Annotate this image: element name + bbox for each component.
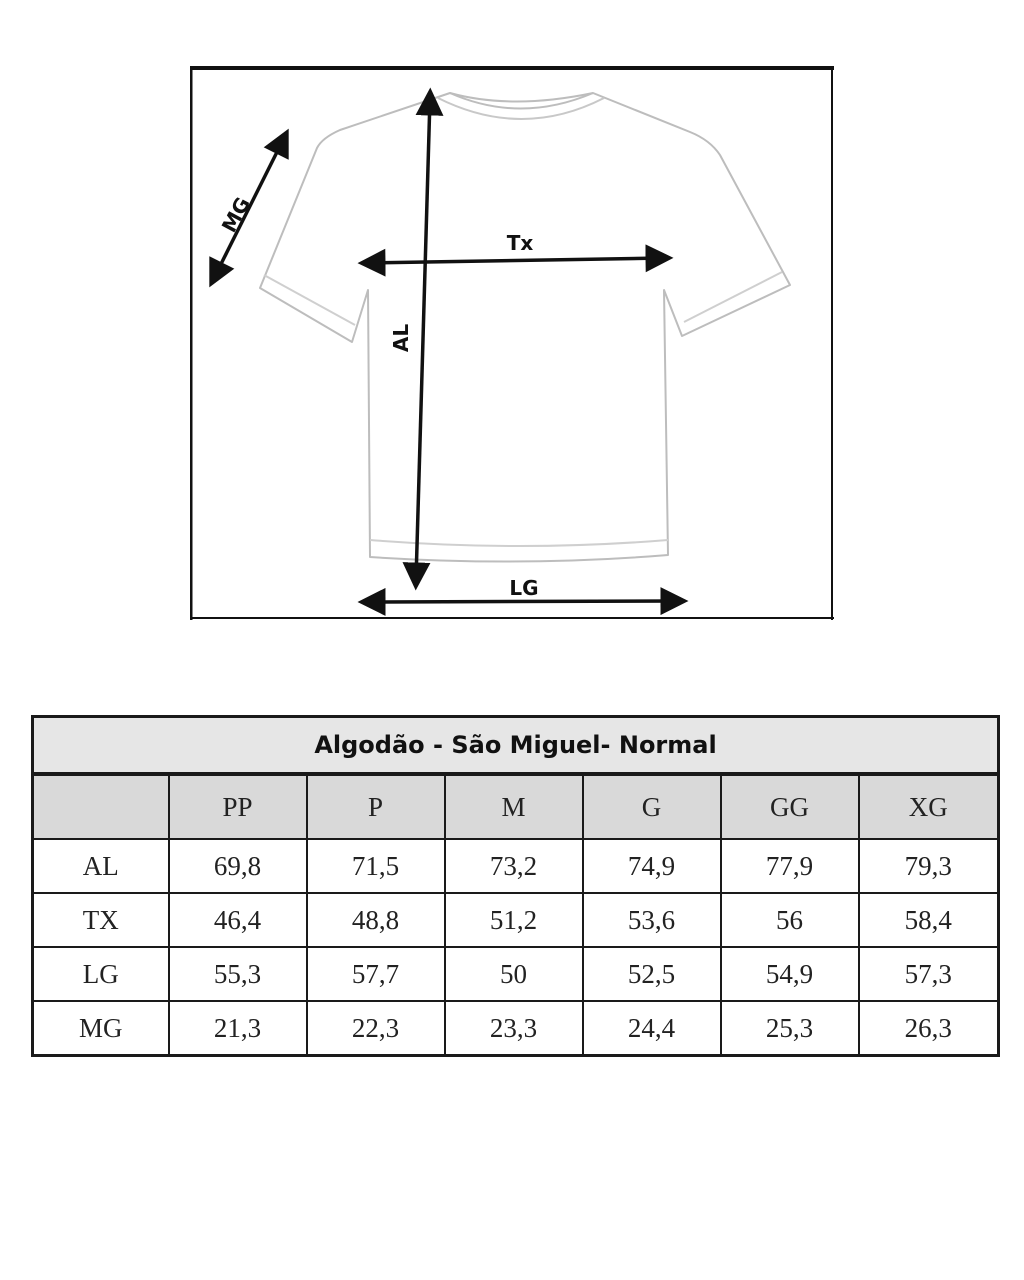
size-header: GG xyxy=(721,774,859,839)
table-cell: 57,7 xyxy=(307,947,445,1001)
table-cell: 25,3 xyxy=(721,1001,859,1056)
size-header-row xyxy=(33,774,999,839)
lg-label: LG xyxy=(509,576,539,600)
table-cell: 71,5 xyxy=(307,839,445,893)
table-cell: 23,3 xyxy=(445,1001,583,1056)
al-arrow xyxy=(416,98,430,580)
size-table xyxy=(31,715,1000,1057)
table-cell: 51,2 xyxy=(445,893,583,947)
table-cell: 22,3 xyxy=(307,1001,445,1056)
table-cell: 48,8 xyxy=(307,893,445,947)
row-label: LG xyxy=(33,947,169,1001)
measure-arrows xyxy=(214,98,678,602)
table-cell: 26,3 xyxy=(859,1001,999,1056)
table-cell: 77,9 xyxy=(721,839,859,893)
table-cell: 55,3 xyxy=(169,947,307,1001)
table-cell: 50 xyxy=(445,947,583,1001)
tshirt-measurement-diagram xyxy=(190,60,835,622)
mg-label: MG xyxy=(216,193,255,237)
table-cell: 24,4 xyxy=(583,1001,721,1056)
table-cell: 74,9 xyxy=(583,839,721,893)
table-cell: 56 xyxy=(721,893,859,947)
corner-cell xyxy=(33,774,169,839)
table-cell: 46,4 xyxy=(169,893,307,947)
table-cell: 54,9 xyxy=(721,947,859,1001)
table-row xyxy=(33,947,999,1001)
table-row xyxy=(33,1001,999,1056)
table-title-row xyxy=(33,717,999,775)
table-cell: 58,4 xyxy=(859,893,999,947)
diagram-frame xyxy=(191,66,834,620)
table-cell: 79,3 xyxy=(859,839,999,893)
tx-label: Tx xyxy=(506,231,534,255)
row-label: TX xyxy=(33,893,169,947)
table-row xyxy=(33,893,999,947)
lg-arrow xyxy=(368,601,678,602)
tx-arrow xyxy=(368,258,663,263)
table-row xyxy=(33,839,999,893)
table-cell: 21,3 xyxy=(169,1001,307,1056)
tshirt-outline xyxy=(260,93,790,562)
size-header: P xyxy=(307,774,445,839)
size-header: XG xyxy=(859,774,999,839)
size-header: M xyxy=(445,774,583,839)
tshirt-diagram-svg xyxy=(190,60,835,622)
table-cell: 52,5 xyxy=(583,947,721,1001)
row-label: MG xyxy=(33,1001,169,1056)
table-cell: 73,2 xyxy=(445,839,583,893)
table-title: Algodão - São Miguel- Normal xyxy=(33,717,999,775)
size-header: PP xyxy=(169,774,307,839)
size-header: G xyxy=(583,774,721,839)
row-label: AL xyxy=(33,839,169,893)
table-cell: 53,6 xyxy=(583,893,721,947)
table-cell: 57,3 xyxy=(859,947,999,1001)
table-cell: 69,8 xyxy=(169,839,307,893)
al-label: AL xyxy=(389,323,413,353)
